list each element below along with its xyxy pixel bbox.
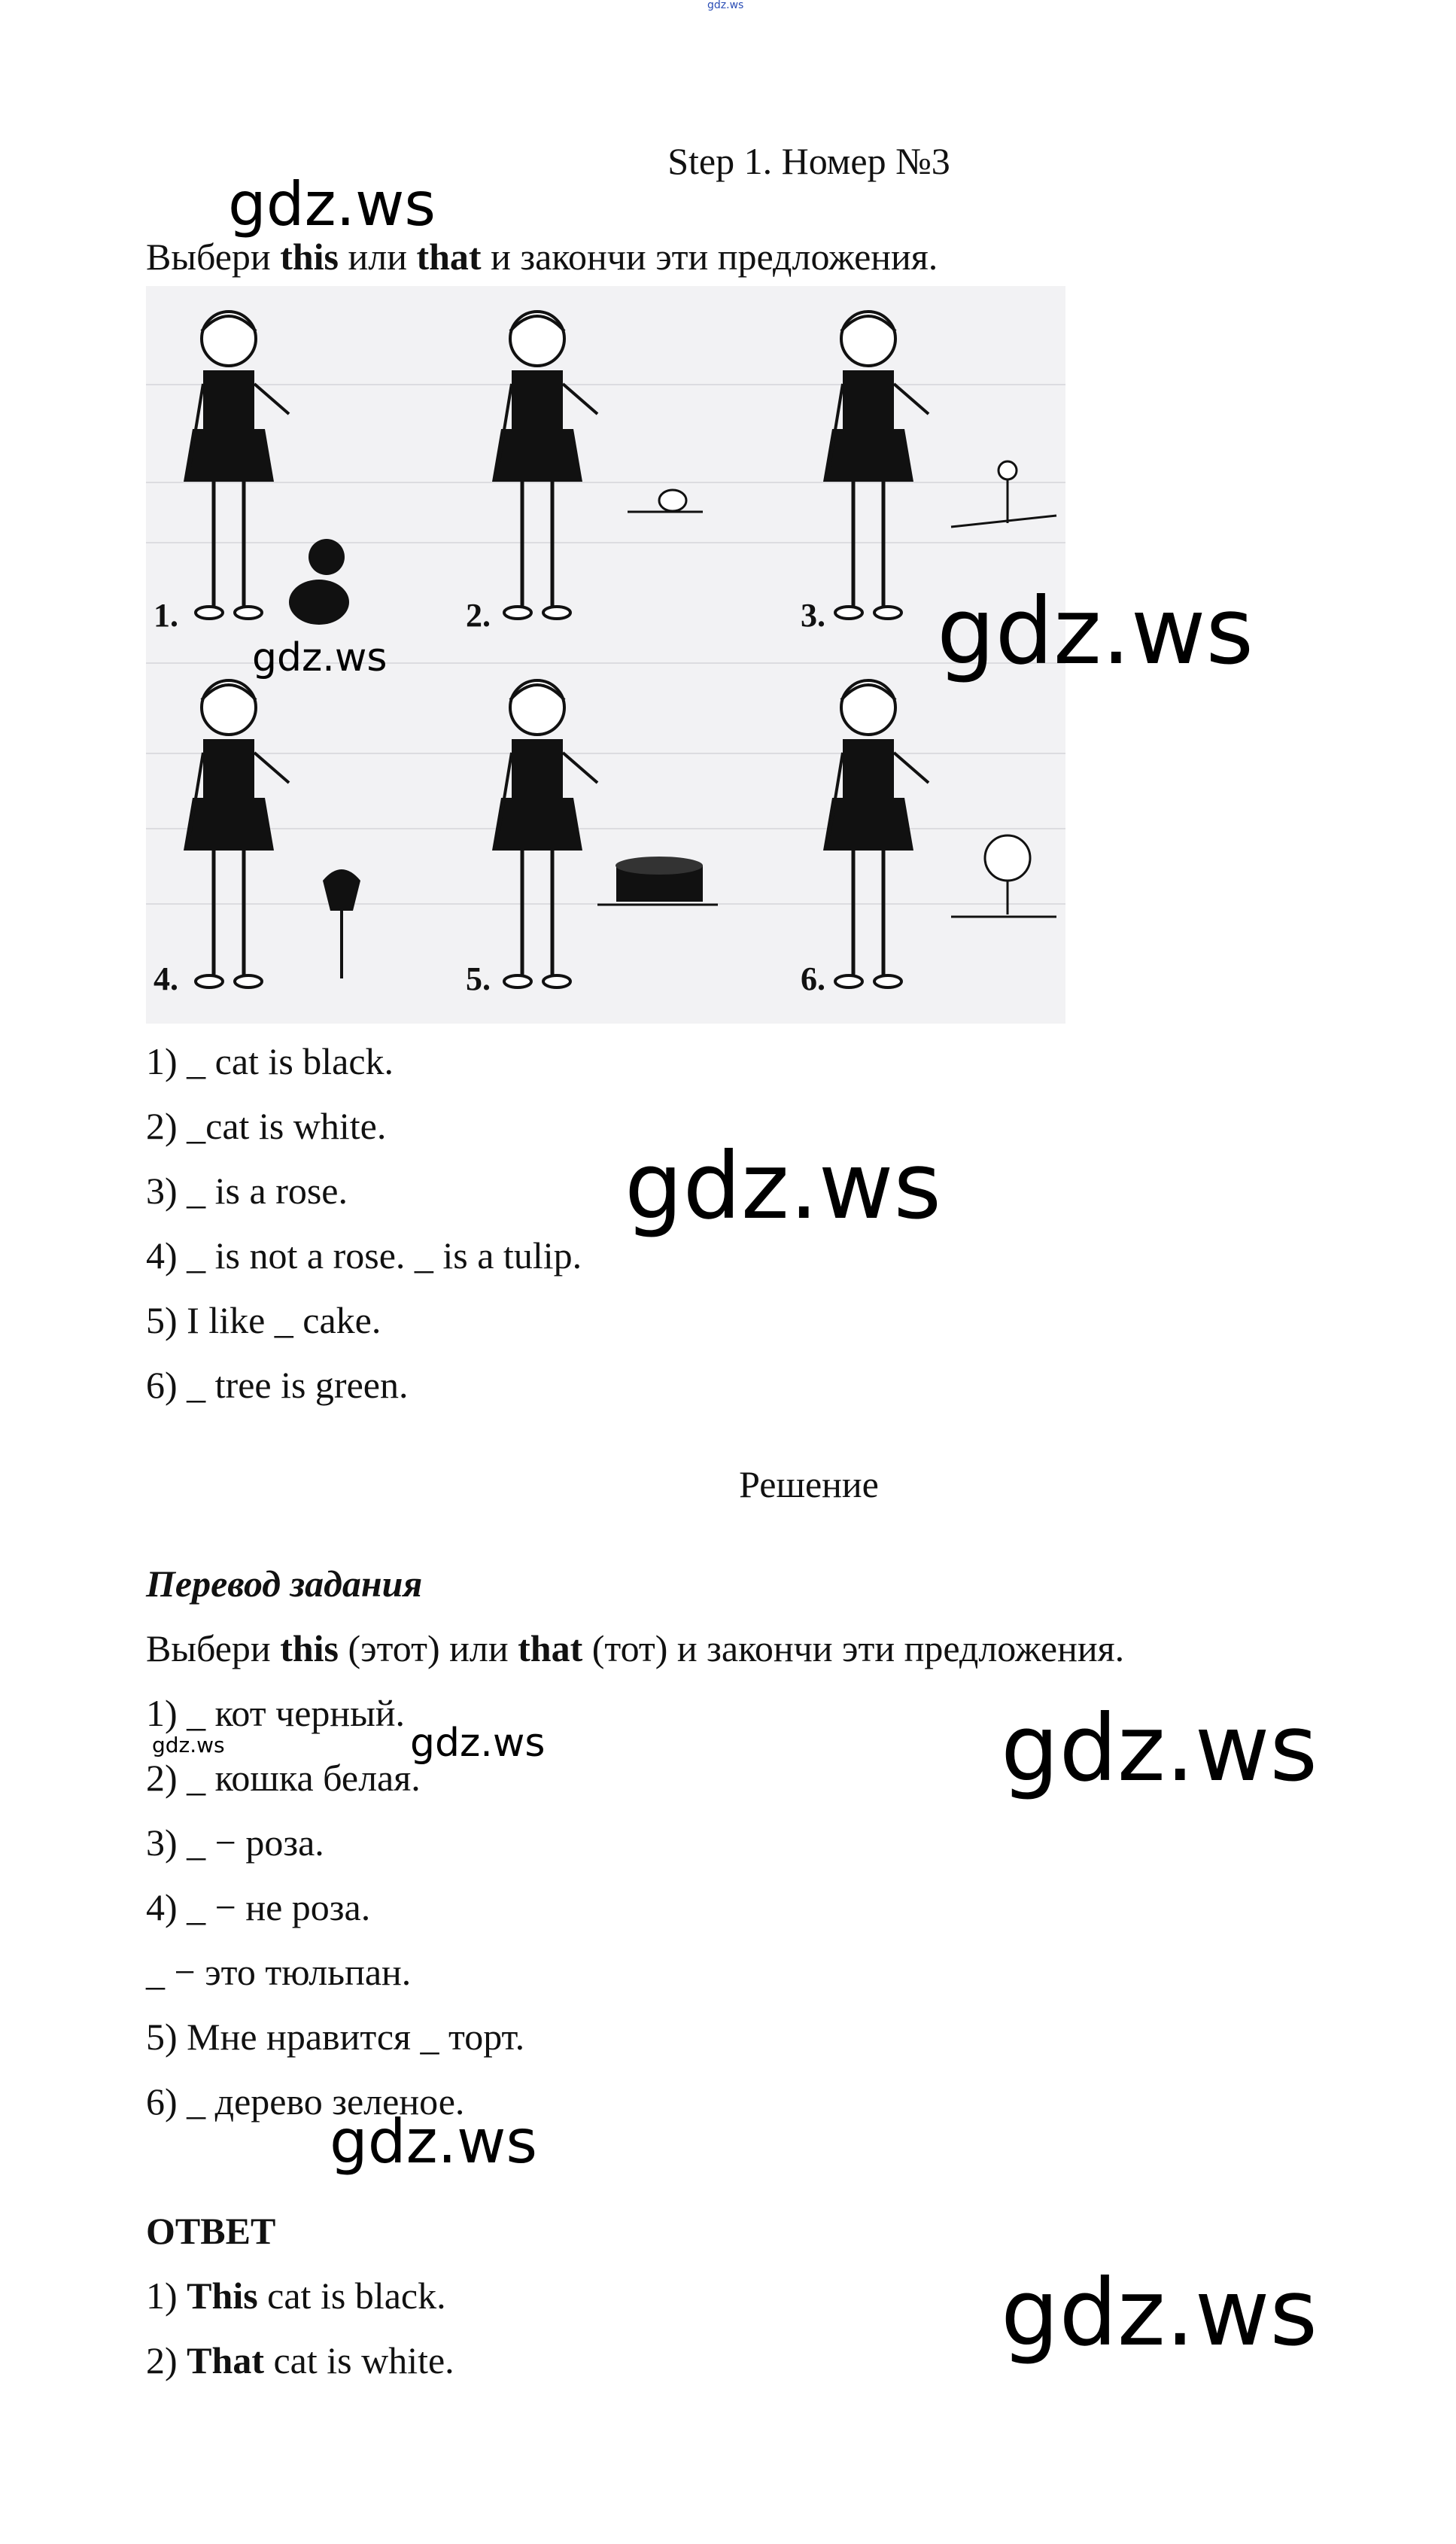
- page-title: Step 1. Номер №3: [667, 140, 950, 182]
- watermark: gdz.ws: [228, 169, 436, 239]
- translation-line: _ − это тюльпан.: [146, 1951, 412, 1993]
- figure-number-3: 3.: [801, 597, 825, 634]
- figure-number-6: 6.: [801, 960, 825, 997]
- translation-instruction: Выбери this (этот) или that (тот) и закончи эти предложения.: [146, 1627, 1125, 1669]
- black-cat-icon: [289, 580, 349, 625]
- translation-line: 1) _ кот черный.: [146, 1692, 406, 1734]
- translation-line: 5) Мне нравится _ торт.: [146, 2016, 525, 2058]
- exercise-sentence: 6) _ tree is green.: [146, 1364, 409, 1406]
- exercise-sentence: 1) _ cat is black.: [146, 1040, 394, 1082]
- figure-number-4: 4.: [154, 960, 178, 997]
- translation-line: 6) _ дерево зеленое.: [146, 2080, 465, 2123]
- answer-line: 2) That cat is white.: [146, 2339, 454, 2381]
- translation-line: 4) _ − не роза.: [146, 1886, 371, 1928]
- exercise-sentence: 2) _cat is white.: [146, 1105, 387, 1147]
- exercise-sentence: 3) _ is a rose.: [146, 1170, 348, 1212]
- instruction: Выбери this или that и закончи эти предложения.: [146, 236, 938, 278]
- girl-1-figure: [184, 312, 289, 619]
- watermark: gdz.ws: [625, 1133, 942, 1240]
- exercise-sentence: 4) _ is not a rose. _ is a tulip.: [146, 1234, 582, 1277]
- tree-icon: [985, 835, 1030, 881]
- translation-heading: Перевод задания: [146, 1563, 423, 1605]
- translation-line: 2) _ кошка белая.: [146, 1757, 421, 1799]
- watermark: gdz.ws: [252, 635, 388, 680]
- watermark: gdz.ws: [1001, 2259, 1318, 2366]
- watermark: gdz.ws: [152, 1733, 225, 1757]
- figure-number-5: 5.: [466, 960, 491, 997]
- girl-5-figure: [492, 680, 597, 987]
- answer-heading: ОТВЕТ: [146, 2210, 276, 2252]
- girl-6-figure: [823, 680, 929, 987]
- white-cat-icon: [659, 490, 686, 511]
- watermark: gdz.ws: [410, 1721, 546, 1766]
- translation-line: 3) _ − роза.: [146, 1821, 324, 1864]
- figure-number-2: 2.: [466, 597, 491, 634]
- girl-4-figure: [184, 680, 289, 987]
- girl-2-figure: [492, 312, 597, 619]
- watermark-top: gdz.ws: [707, 0, 744, 11]
- figure-number-1: 1.: [154, 597, 178, 634]
- watermark: gdz.ws: [937, 578, 1254, 685]
- girl-3-figure: [823, 312, 929, 619]
- exercise-sentence: 5) I like _ cake.: [146, 1299, 381, 1341]
- watermark: gdz.ws: [330, 2107, 538, 2177]
- answer-line: 1) This cat is black.: [146, 2275, 446, 2317]
- watermark: gdz.ws: [1001, 1695, 1318, 1802]
- solution-heading: Решение: [739, 1463, 879, 1505]
